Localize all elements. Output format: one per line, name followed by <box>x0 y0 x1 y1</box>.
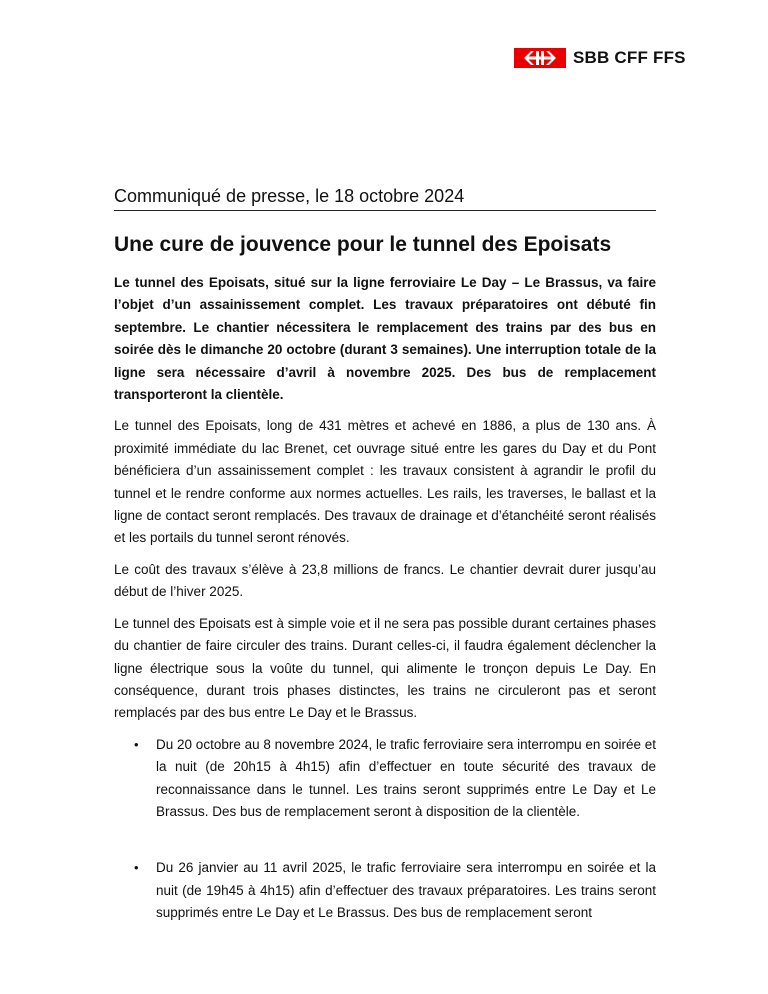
logo-wordmark: SBB CFF FFS <box>573 48 686 67</box>
list-item <box>114 734 656 824</box>
article-body <box>114 272 656 959</box>
list-item-text: Du 20 octobre au 8 novembre 2024, le trafic ferroviaire sera interrompu en soirée et la nuit (de 20h15 à 4h15) afin d’effectuer en toute sécurité des travaux de reconnaissance dans le tunnel. Les trains seront supprimés entre Le Day et Le Brassus. Des bus de remplacement seront à disposition de la clientèle. <box>156 736 656 819</box>
body-paragraph: Le tunnel des Epoisats est à simple voie et il ne sera pas possible durant certaines phases du chantier de faire circuler des trains. Durant celles-ci, il faudra également déclencher la ligne électrique sous la voûte du tunnel, qui alimente le tronçon depuis Le Day. En conséquence, durant trois phases distinctes, les trains ne circuleront pas et seront remplacés par des bus entre Le Day et le Brassus. <box>114 615 656 721</box>
sbb-logo-mark <box>514 48 566 68</box>
sbb-logo <box>514 48 686 68</box>
press-release-dateline: Communiqué de presse, le 18 octobre 2024 <box>114 186 656 211</box>
list-item-text: Du 26 janvier au 11 avril 2025, le trafic ferroviaire sera interrompu en soirée et la nuit (de 19h45 à 4h15) afin d’effectuer des travaux préparatoires. Les trains seront supprimés entre Le Day et Le Brassus. Des bus de remplacement seront <box>156 860 656 921</box>
bullet-icon: • <box>134 736 139 752</box>
body-paragraph: Le tunnel des Epoisats, long de 431 mètres et achevé en 1886, a plus de 130 ans. À proximité immédiate du lac Brenet, cet ouvrage situé entre les gares du Day et du Pont bénéficiera d’un assainissement complet : les travaux consistent à agrandir le profil du tunnel et le rendre conforme aux normes actuelles. Les rails, les traverses, le ballast et la ligne de contact seront remplacés. Des travaux de drainage et d’étanchéité seront réalisés et les portails du tunnel seront rénovés. <box>114 418 656 546</box>
body-paragraph: Le coût des travaux s’élève à 23,8 millions de francs. Le chantier devrait durer jusqu’au début de l’hiver 2025. <box>114 561 656 600</box>
bullet-icon: • <box>134 860 139 876</box>
article-title: Une cure de jouvence pour le tunnel des Epoisats <box>114 233 612 256</box>
sbb-arrows-icon <box>521 51 559 65</box>
list-item <box>114 857 656 924</box>
phase-list <box>114 734 656 925</box>
lead-paragraph: Le tunnel des Epoisats, situé sur la ligne ferroviaire Le Day – Le Brassus, va faire l’objet d’un assainissement complet. Les travaux préparatoires ont débuté fin septembre. Le chantier nécessitera le remplacement des trains par des bus en soirée dès le dimanche 20 octobre (durant 3 semaines). Une interruption totale de la ligne sera nécessaire d’avril à novembre 2025. Des bus de remplacement transporteront la clientèle. <box>114 275 656 403</box>
